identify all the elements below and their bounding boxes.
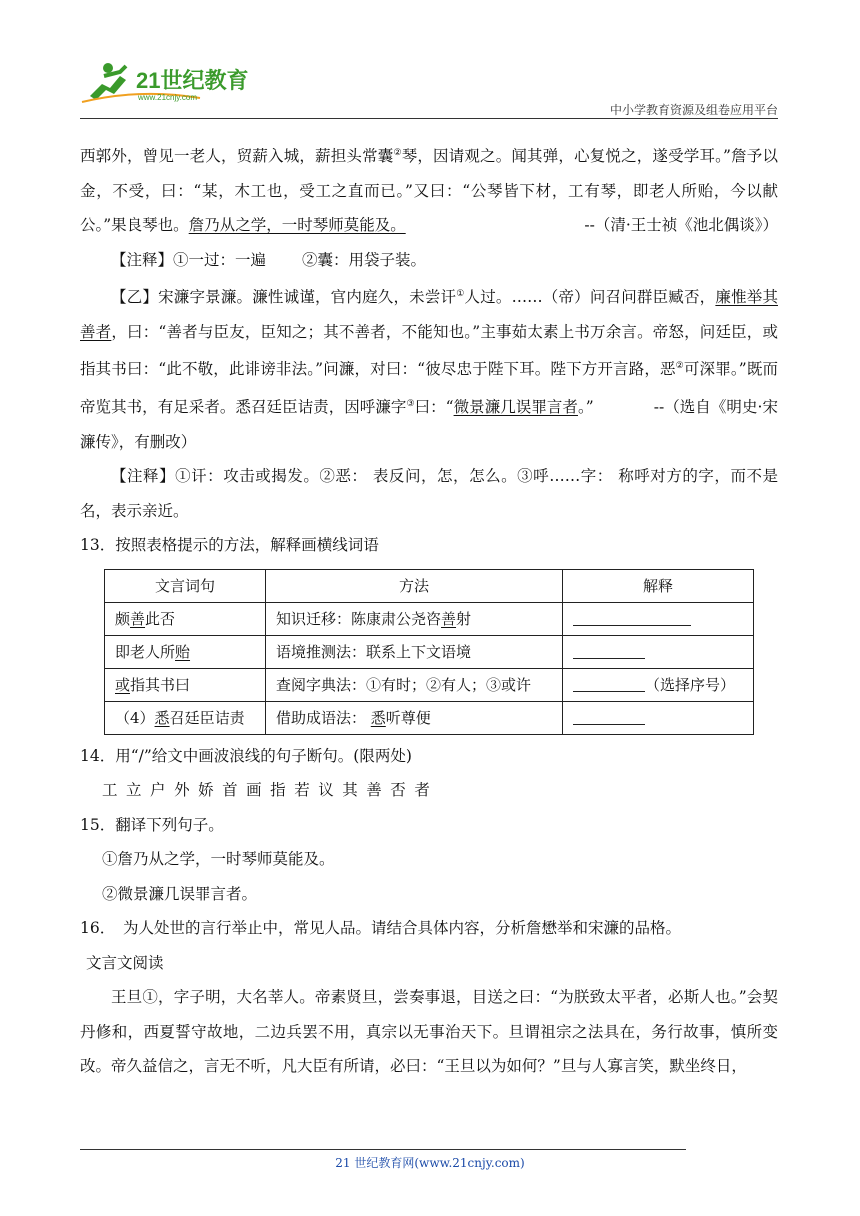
logo-url: www.21cnjy.com [138, 93, 197, 102]
header-divider [80, 118, 778, 119]
col-header: 方法 [266, 569, 563, 602]
question-15-2: ②微景濂几误罪言者。 [102, 884, 258, 903]
notes-jia: 【注释】①一过：一遍 ②囊：用袋子装。 [111, 250, 427, 269]
wavy-underlined-sentence: 廉惟举其善者 [80, 288, 778, 341]
table-row: 即老人所贻 语境推测法：联系上下文语境 [105, 635, 754, 668]
question-16: 16． 为人处世的言行举止中，常见人品。请结合具体内容，分析詹懋举和宋濂的品格。 [80, 919, 681, 938]
table-row: 或指其书曰 查阅字典法：①有时；②有人；③或许 （选择序号） [105, 668, 754, 701]
source-yi: --（选自《明史·宋濂传》，有删改） [80, 398, 778, 451]
table-header-row [105, 569, 754, 602]
table-row: （4）悉召廷臣诘责 借助成语法： 悉听尊便 [105, 701, 754, 734]
section-heading: 文言文阅读 [86, 953, 164, 972]
platform-name: 中小学教育资源及组卷应用平台 [609, 103, 778, 117]
underlined-sentence-yi: 微景濂几误罪言者 [453, 398, 578, 417]
question-15-1: ①詹乃从之学，一时琴师莫能及。 [102, 850, 335, 869]
source-jia: --（清·王士祯《池北偶谈》） [584, 216, 778, 235]
logo-text: 21世纪教育 [136, 68, 249, 93]
table-row: 颇善此否 知识迁移：陈康肃公尧咨善射 [105, 602, 754, 635]
footer-link[interactable]: 21 世纪教育网(www.21cnjy.com) [335, 1156, 525, 1170]
passage-jia-text: 西郭外，曾见一老人，贸薪入城，薪担头常囊②琴，因请观之。闻其弹，心复悦之，遂受学耳。”詹予以金，不受，曰：“某，木工也，受工之直而已。”又曰：“公琴皆下材，工有琴，即老人所贻，今以献公。”果良琴也。詹乃从之学，一时琴师莫能及。 --（清·王士祯《池北偶谈》） [80, 136, 778, 243]
answer-blank[interactable] [573, 640, 645, 659]
footer-divider [80, 1149, 686, 1150]
question-15: 15．翻译下列句子。 [80, 815, 224, 834]
question-14-text: 工立户外娇首画指若议其善否者 [102, 781, 439, 800]
answer-blank[interactable] [573, 706, 645, 725]
notes-yi: 【注释】①讦：攻击或揭发。②恶： 表反问，怎，怎么。③呼……字： 称呼对方的字，而不是名，表示亲近。 [80, 467, 778, 520]
question-13: 13．按照表格提示的方法，解释画横线词语 [80, 536, 379, 555]
answer-blank[interactable] [573, 673, 645, 692]
runner-logo-icon [80, 58, 260, 106]
col-header: 文言词句 [105, 569, 266, 602]
underlined-sentence-jia: 詹乃从之学，一时琴师莫能及。 [188, 216, 406, 235]
vocab-table [104, 569, 754, 735]
question-14: 14．用“/”给文中画波浪线的句子断句。(限两处) [80, 746, 412, 765]
passage-yi-text: 【乙】宋濂字景濂。濂性诚谨，官内庭久，未尝讦①人过。……（帝）问召问群臣臧否，廉惟举其善者，曰：“善者与臣友，臣知之；其不善者，不能知也。”主事茹太素上书万余言。帝怒，问廷臣，或指其书曰：“此不敬，此诽谤非法。”问濂，对曰：“彼尽忠于陛下耳。陛下方开言路，恶②可深罪。”既而帝览其书，有足采者。悉召廷臣诘责，因呼濂字③曰：“微景濂几误罪言者。” --（选自《明史·宋濂传》，有删改） [80, 288, 778, 451]
answer-blank[interactable] [573, 607, 691, 626]
site-logo [80, 58, 260, 106]
document-body [80, 136, 778, 1084]
col-header: 解释 [563, 569, 754, 602]
next-passage-text: 王旦①，字子明，大名莘人。帝素贤旦，尝奏事退，目送之曰：“为朕致太平者，必斯人也。”会契丹修和，西夏誓守故地，二边兵罢不用，真宗以无事治天下。旦谓祖宗之法具在，务行故事，慎所变改。帝久益信之，言无不听，凡大臣有所请，必曰：“王旦以为如何？”旦与人寡言笑，默坐终日， [80, 988, 778, 1076]
